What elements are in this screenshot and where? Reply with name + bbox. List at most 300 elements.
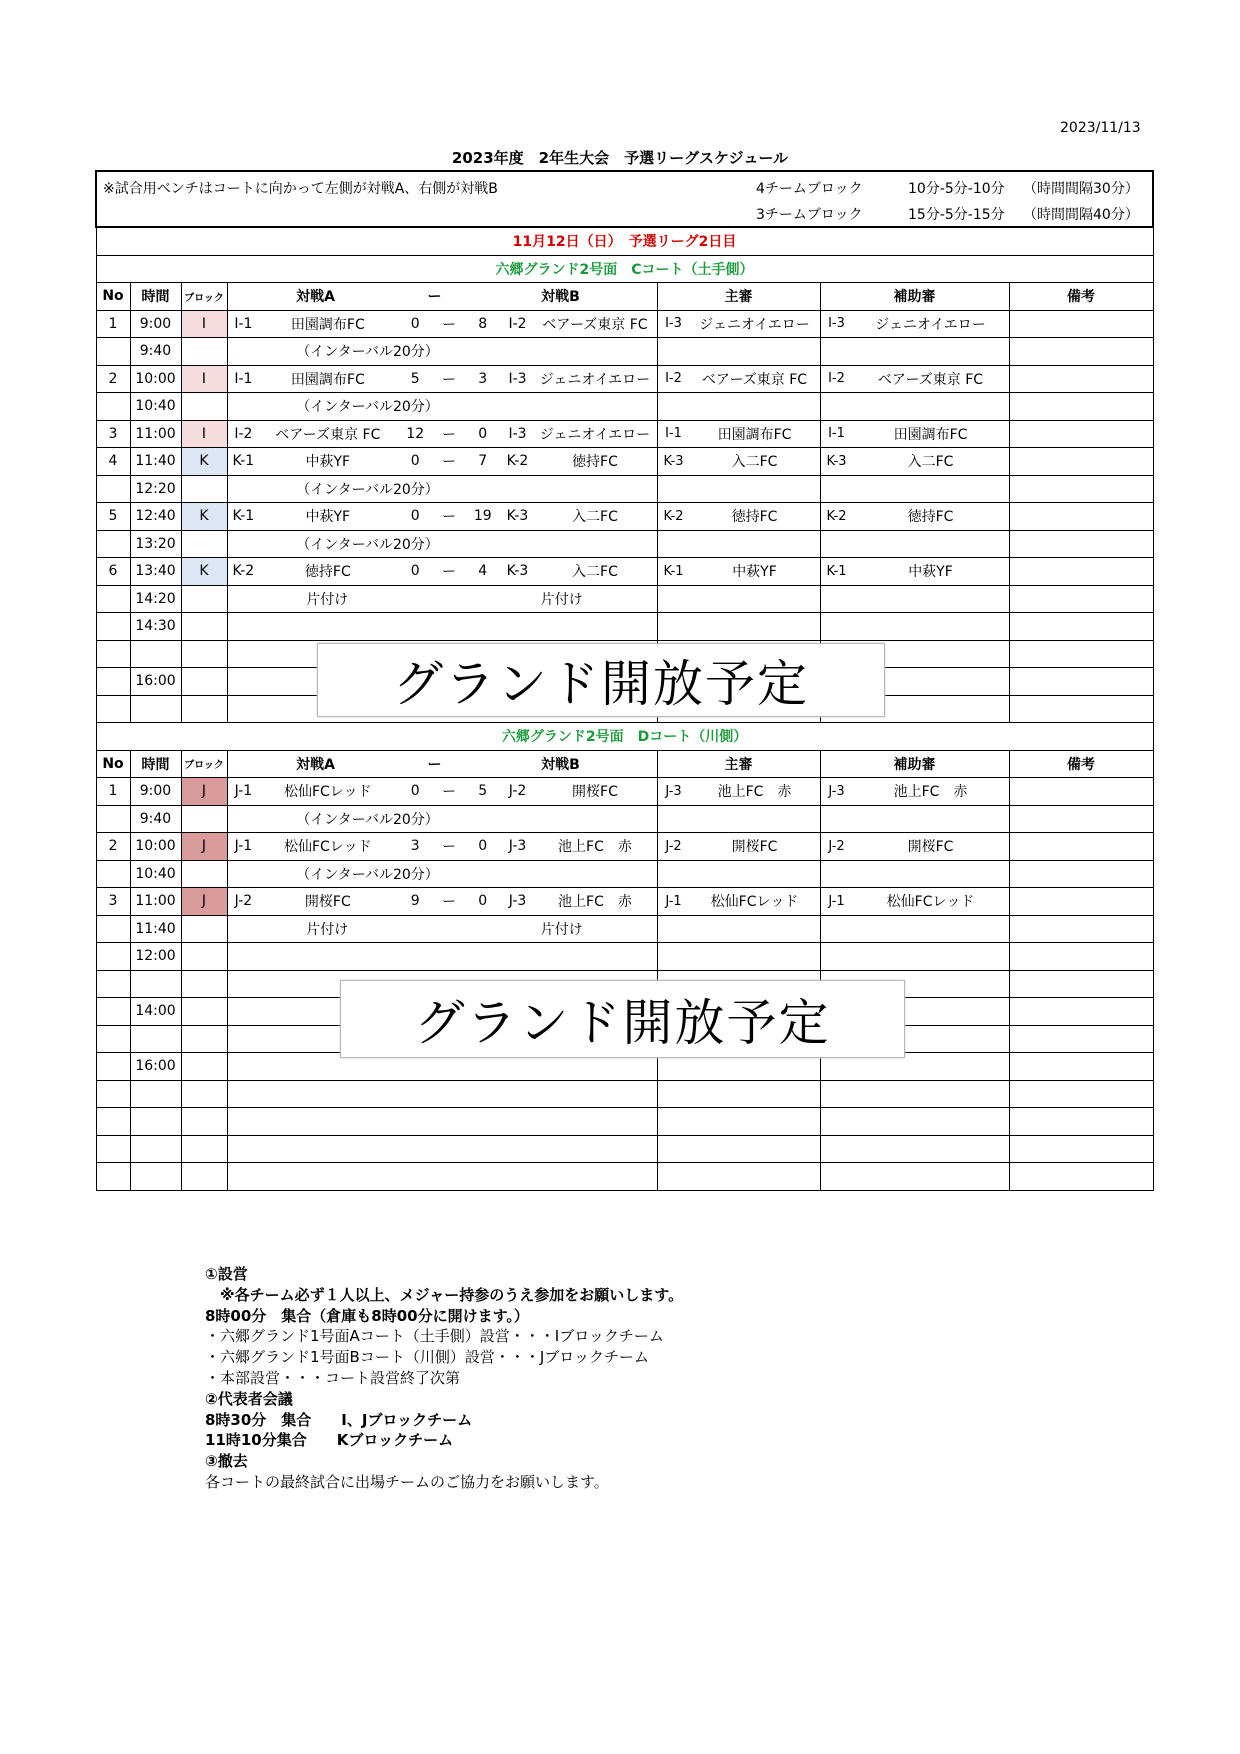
match-no: 1 [96, 310, 130, 338]
block-badge [181, 1053, 227, 1081]
match-inner [228, 448, 657, 475]
match-time: 13:40 [130, 558, 181, 586]
remarks-cell [1009, 805, 1153, 833]
table-row [96, 530, 1153, 558]
match-inner [228, 1081, 657, 1108]
assistant-team: 中萩YF [908, 564, 953, 581]
court_c-title: 六郷グランド2号面 Cコート（土手側） [96, 255, 1153, 283]
block-badge: J [181, 888, 227, 916]
match-no [96, 613, 130, 641]
table-row [96, 915, 1153, 943]
assistant-team: ベアーズ東京 FC [877, 371, 984, 388]
match-no [96, 393, 130, 421]
block-badge [181, 1025, 227, 1053]
match-no [96, 970, 130, 998]
assistant-cell [820, 558, 1009, 586]
score-a: 0 [410, 563, 420, 580]
table-row [96, 833, 1153, 861]
table-row [96, 558, 1153, 586]
team-b-code: I-2 [508, 315, 527, 332]
table-row [96, 503, 1153, 531]
match-inner [228, 311, 657, 338]
remarks-cell [1009, 1080, 1153, 1108]
day-title-row [96, 227, 1153, 255]
remarks-cell [1009, 420, 1153, 448]
interval-label: （インターバル20分） [296, 481, 439, 498]
team-b-code: I-3 [508, 425, 527, 442]
assistant-cell [820, 475, 1009, 503]
score-dash: ー [441, 839, 456, 856]
match-no [96, 668, 130, 696]
header-time: 時間 [130, 750, 181, 778]
match-inner [228, 558, 657, 585]
assistant-code: K-2 [826, 508, 847, 524]
match-no: 4 [96, 448, 130, 476]
referee-cell [657, 860, 820, 888]
block-badge [181, 393, 227, 421]
interval-label: （インターバル20分） [296, 344, 439, 361]
match-no [96, 1053, 130, 1081]
court_d-open-banner: グランド開放予定 [340, 980, 905, 1058]
team-a-code: K-1 [232, 453, 255, 470]
header-no: No [96, 283, 130, 311]
referee-cell [657, 448, 820, 476]
match-time [130, 1135, 181, 1163]
assistant-cell [820, 613, 1009, 641]
block-badge [181, 915, 227, 943]
team-a-name: 松仙FCレッド [283, 784, 372, 801]
header-no: No [96, 750, 130, 778]
assistant-cell [820, 448, 1009, 476]
referee-code: K-2 [663, 508, 684, 524]
assistant-cell [820, 943, 1009, 971]
match-no: 2 [96, 833, 130, 861]
match-cell [227, 805, 657, 833]
referee-inner [658, 836, 820, 856]
note-line: ・六郷グランド1号面Aコート（土手側）設営・・・Iブロックチーム [205, 1327, 664, 1346]
notes-section [205, 1264, 683, 1493]
referee-cell [657, 530, 820, 558]
block-badge [181, 1135, 227, 1163]
referee-inner [658, 561, 820, 581]
match-no [96, 640, 130, 668]
header-remarks: 備考 [1009, 283, 1153, 311]
remarks-cell [1009, 1053, 1153, 1081]
remarks-cell [1009, 833, 1153, 861]
referee-code: K-3 [663, 453, 684, 469]
match-no [96, 1163, 130, 1191]
match-cell [227, 365, 657, 393]
match-time: 11:40 [130, 448, 181, 476]
team-a-code: K-2 [232, 563, 255, 580]
remarks-cell [1009, 310, 1153, 338]
assistant-cell [820, 393, 1009, 421]
match-inner [228, 338, 657, 365]
match-time: 14:20 [130, 585, 181, 613]
note-line: ・本部設営・・・コート設営終了次第 [205, 1368, 461, 1387]
team-b-name: 池上FC 赤 [558, 839, 632, 856]
match-cell [227, 475, 657, 503]
match-cell [227, 393, 657, 421]
assistant-cell [820, 420, 1009, 448]
block-badge: I [181, 420, 227, 448]
remarks-cell [1009, 640, 1153, 668]
remarks-cell [1009, 998, 1153, 1026]
header-time: 時間 [130, 283, 181, 311]
court_d-title: 六郷グランド2号面 Dコート（川側） [96, 723, 1153, 751]
team-b-name: 開桜FC [572, 784, 618, 801]
referee-team: ベアーズ東京 FC [701, 371, 808, 388]
referee-inner [658, 314, 820, 334]
court_d-title-row [96, 723, 1153, 751]
match-time [130, 1108, 181, 1136]
score-a: 0 [410, 453, 420, 470]
block-badge [181, 640, 227, 668]
referee-cell [657, 475, 820, 503]
remarks-cell [1009, 1135, 1153, 1163]
header-team-a: 対戦A [296, 756, 335, 773]
match-cell [227, 1080, 657, 1108]
remarks-cell [1009, 503, 1153, 531]
header-dash: ー [427, 289, 442, 306]
match-cell [227, 943, 657, 971]
assistant-inner [821, 369, 1009, 389]
table-row [96, 1135, 1153, 1163]
referee-code: K-1 [663, 563, 684, 579]
match-time: 10:40 [130, 860, 181, 888]
match-time [130, 970, 181, 998]
table-row [96, 778, 1153, 806]
match-inner [228, 916, 657, 943]
match-no: 1 [96, 778, 130, 806]
table-row [96, 1108, 1153, 1136]
score-dash: ー [441, 509, 456, 526]
assistant-cell [820, 1163, 1009, 1191]
assistant-cell [820, 310, 1009, 338]
match-no [96, 530, 130, 558]
team-a-code: J-2 [234, 893, 253, 910]
remarks-cell [1009, 778, 1153, 806]
table-row [96, 365, 1153, 393]
score-a: 0 [410, 315, 420, 332]
team-b-code: J-3 [508, 893, 527, 910]
header-referee: 主審 [657, 750, 820, 778]
match-no [96, 805, 130, 833]
match-time [130, 695, 181, 723]
match-cell [227, 420, 657, 448]
score-dash: ー [441, 784, 456, 801]
assistant-code: I-3 [828, 316, 845, 332]
team-b-name: ベアーズ東京 FC [542, 316, 648, 333]
assistant-inner [821, 781, 1009, 801]
interval-label: （インターバル20分） [296, 811, 439, 828]
team-a-name: 徳持FC [304, 564, 351, 581]
assistant-team: 開桜FC [907, 839, 954, 856]
assistant-cell [820, 1135, 1009, 1163]
score-a: 12 [406, 425, 425, 442]
block-badge [181, 1108, 227, 1136]
match-time: 10:40 [130, 393, 181, 421]
block-badge [181, 338, 227, 366]
assistant-inner [821, 451, 1009, 471]
team-a-name: 開桜FC [304, 894, 351, 911]
assistant-inner [821, 314, 1009, 334]
assistant-team: 田園調布FC [893, 426, 968, 443]
block-badge [181, 613, 227, 641]
score-dash: ー [441, 454, 456, 471]
remarks-cell [1009, 970, 1153, 998]
remarks-cell [1009, 1025, 1153, 1053]
referee-inner [658, 781, 820, 801]
referee-inner [658, 891, 820, 911]
cleanup-label-b: 片付け [540, 921, 583, 938]
referee-cell [657, 310, 820, 338]
assistant-code: K-3 [826, 453, 847, 469]
score-a: 9 [410, 893, 420, 910]
match-inner [228, 531, 657, 558]
note-line: ①設営 [205, 1265, 248, 1283]
match-cell [227, 915, 657, 943]
assistant-cell [820, 1108, 1009, 1136]
team-a-code: J-1 [234, 783, 253, 800]
assistant-cell [820, 778, 1009, 806]
assistant-cell [820, 503, 1009, 531]
note-line: ②代表者会議 [205, 1389, 293, 1408]
assistant-cell [820, 888, 1009, 916]
match-inner [228, 1136, 657, 1163]
match-time [130, 1163, 181, 1191]
referee-inner [658, 506, 820, 526]
referee-team: ジェニオイエロー [699, 316, 810, 333]
referee-team: 松仙FCレッド [710, 894, 799, 911]
referee-cell [657, 1135, 820, 1163]
match-inner [228, 476, 657, 503]
header-match-inner [228, 751, 657, 778]
match-time: 14:00 [130, 998, 181, 1026]
match-inner [228, 888, 657, 915]
note-line: ※各チーム必ず１人以上、メジャー持参のうえ参加をお願いします。 [205, 1285, 684, 1304]
table-row [96, 585, 1153, 613]
rule-3team-time: 15分-5分-15分 [908, 207, 1005, 223]
header-assistant: 補助審 [820, 283, 1009, 311]
remarks-cell [1009, 888, 1153, 916]
block-badge [181, 860, 227, 888]
match-inner [228, 861, 657, 888]
assistant-team: 徳持FC [907, 509, 954, 526]
score-b: 4 [478, 563, 488, 580]
table-row [96, 888, 1153, 916]
score-b: 0 [478, 893, 488, 910]
score-dash: ー [441, 426, 456, 443]
match-time: 9:40 [130, 338, 181, 366]
header-referee: 主審 [657, 283, 820, 311]
referee-cell [657, 558, 820, 586]
match-no [96, 860, 130, 888]
block-badge: J [181, 833, 227, 861]
remarks-cell [1009, 338, 1153, 366]
remarks-cell [1009, 448, 1153, 476]
header-row [96, 750, 1153, 778]
match-inner [228, 943, 657, 970]
match-time: 12:00 [130, 943, 181, 971]
block-badge: I [181, 365, 227, 393]
match-time [130, 1025, 181, 1053]
referee-cell [657, 833, 820, 861]
match-cell [227, 503, 657, 531]
team-b-name: ジェニオイエロー [539, 371, 651, 388]
assistant-cell [820, 530, 1009, 558]
team-a-code: K-1 [232, 508, 255, 525]
remarks-cell [1009, 915, 1153, 943]
header-team-b: 対戦B [541, 289, 580, 306]
remarks-cell [1009, 1163, 1153, 1191]
remarks-cell [1009, 668, 1153, 696]
score-b: 0 [478, 838, 488, 855]
match-time: 16:00 [130, 1053, 181, 1081]
match-time: 9:00 [130, 310, 181, 338]
match-no: 3 [96, 420, 130, 448]
match-inner [228, 613, 657, 640]
block-badge [181, 943, 227, 971]
score-dash: ー [441, 564, 456, 581]
referee-cell [657, 805, 820, 833]
table-row [96, 1080, 1153, 1108]
score-dash: ー [441, 316, 456, 333]
referee-team: 開桜FC [731, 839, 778, 856]
score-b: 8 [478, 315, 488, 332]
assistant-cell [820, 365, 1009, 393]
score-dash: ー [441, 371, 456, 388]
remarks-cell [1009, 1108, 1153, 1136]
assistant-cell [820, 915, 1009, 943]
match-no [96, 998, 130, 1026]
block-badge [181, 1163, 227, 1191]
assistant-team: 入二FC [907, 454, 954, 471]
match-no [96, 943, 130, 971]
match-cell [227, 1108, 657, 1136]
table-row [96, 420, 1153, 448]
referee-code: I-1 [665, 426, 682, 442]
referee-cell [657, 1108, 820, 1136]
header-match [227, 283, 657, 311]
match-no: 2 [96, 365, 130, 393]
rule-4team-label: 4チームブロック [756, 181, 863, 197]
team-b-code: K-2 [506, 453, 529, 470]
assistant-cell [820, 805, 1009, 833]
assistant-cell [820, 338, 1009, 366]
remarks-cell [1009, 475, 1153, 503]
team-b-code: K-3 [506, 563, 529, 580]
referee-team: 池上FC 赤 [717, 784, 792, 801]
score-b: 5 [478, 783, 488, 800]
referee-code: J-3 [665, 783, 682, 799]
match-no [96, 338, 130, 366]
referee-cell [657, 393, 820, 421]
header-match [227, 750, 657, 778]
team-a-name: 中萩YF [305, 454, 351, 471]
rule-3team-interval: （時間間隔40分） [1023, 207, 1139, 223]
team-b-code: J-2 [508, 783, 527, 800]
score-a: 3 [410, 838, 420, 855]
referee-team: 田園調布FC [717, 426, 792, 443]
referee-code: J-1 [665, 893, 682, 909]
block-badge [181, 805, 227, 833]
referee-cell [657, 943, 820, 971]
assistant-team: ジェニオイエロー [875, 316, 986, 333]
court_c-open-banner: グランド開放予定 [317, 643, 885, 717]
match-inner [228, 1163, 657, 1190]
note-line: ・六郷グランド1号面Bコート（川側）設営・・・Jブロックチーム [205, 1348, 649, 1367]
assistant-inner [821, 424, 1009, 444]
team-a-code: I-1 [234, 315, 253, 332]
match-time: 11:00 [130, 888, 181, 916]
match-inner [228, 393, 657, 420]
block-badge [181, 970, 227, 998]
team-b-name: 池上FC 赤 [558, 894, 632, 911]
referee-team: 入二FC [731, 454, 778, 471]
referee-inner [658, 369, 820, 389]
assistant-cell [820, 1080, 1009, 1108]
match-cell [227, 860, 657, 888]
match-cell [227, 888, 657, 916]
team-b-name: 入二FC [572, 564, 618, 581]
note-line: ③撤去 [205, 1452, 248, 1471]
assistant-team: 池上FC 赤 [893, 784, 968, 801]
assistant-code: I-2 [828, 371, 845, 387]
team-b-code: J-3 [508, 838, 527, 855]
block-badge [181, 530, 227, 558]
match-inner [228, 806, 657, 833]
referee-cell [657, 420, 820, 448]
match-inner [228, 503, 657, 530]
header-dash: ー [427, 756, 442, 773]
remarks-cell [1009, 558, 1153, 586]
referee-cell [657, 585, 820, 613]
note-line: 8時00分 集合（倉庫も8時00分に開けます。） [205, 1306, 529, 1325]
referee-cell [657, 338, 820, 366]
score-a: 5 [410, 370, 420, 387]
score-b: 3 [478, 370, 488, 387]
table-row [96, 310, 1153, 338]
match-no [96, 695, 130, 723]
match-time [130, 640, 181, 668]
team-a-code: J-1 [234, 838, 253, 855]
remarks-cell [1009, 365, 1153, 393]
interval-label: （インターバル20分） [296, 866, 439, 883]
header-block: ブロック [181, 750, 227, 778]
match-inner [228, 586, 657, 613]
team-a-name: 中萩YF [305, 509, 351, 526]
match-no [96, 915, 130, 943]
block-badge: K [181, 503, 227, 531]
assistant-team: 松仙FCレッド [886, 894, 975, 911]
match-no: 5 [96, 503, 130, 531]
match-time: 11:40 [130, 915, 181, 943]
note-line: 8時30分 集合 I、Jブロックチーム [205, 1410, 473, 1429]
assistant-code: J-1 [828, 893, 845, 909]
assistant-cell [820, 585, 1009, 613]
team-a-code: I-2 [234, 425, 253, 442]
header-assistant: 補助審 [820, 750, 1009, 778]
match-inner [228, 366, 657, 393]
match-time: 13:20 [130, 530, 181, 558]
referee-cell [657, 503, 820, 531]
match-cell [227, 558, 657, 586]
table-row [96, 943, 1153, 971]
match-time: 16:00 [130, 668, 181, 696]
block-badge [181, 695, 227, 723]
header-remarks: 備考 [1009, 750, 1153, 778]
